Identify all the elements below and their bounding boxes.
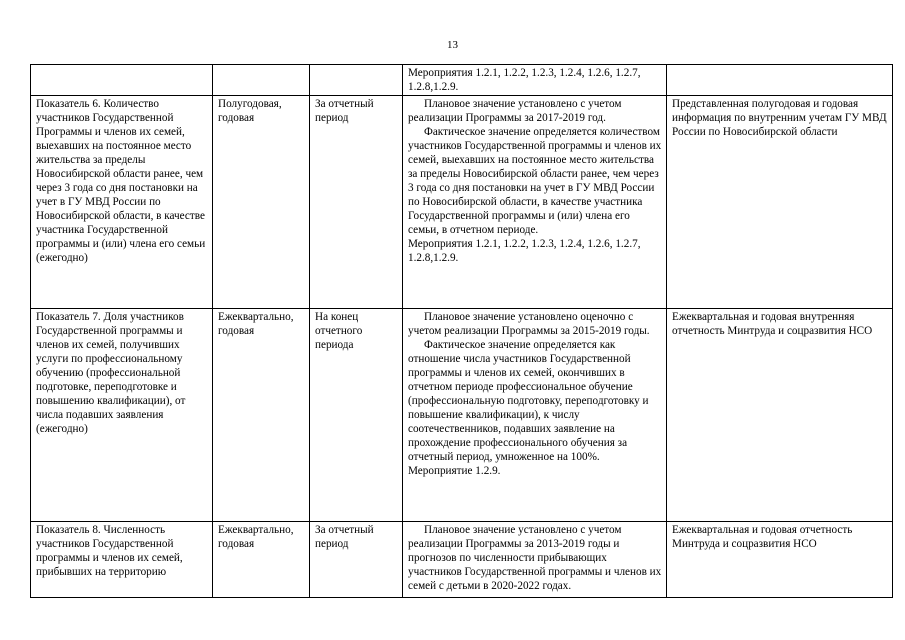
source-cell: Представленная полугодовая и годовая информация по внутренним учетам ГУ МВД России по Новосибирской области	[667, 96, 893, 309]
indicator-cell: Показатель 8. Численность участников Государственной программы и членов их семей, прибывших на территорию	[31, 522, 213, 598]
period-cell	[310, 65, 403, 96]
indicators-table	[30, 64, 893, 598]
page-number: 13	[447, 39, 458, 51]
indicator-cell: Показатель 6. Количество участников Государственной Программы и членов их семей, выехавших на постоянное место жительства за пределы Новосибирской области ранее, чем через 3 года со дня постановки на учет в ГУ МВД России по Новосибирской области, в качестве участника Государственной программы и (или) члена его семьи (ежегодно)	[31, 96, 213, 309]
frequency-cell	[213, 65, 310, 96]
method-cell	[403, 309, 667, 522]
period-cell: За отчетный период	[310, 522, 403, 598]
method-paragraph: Мероприятия 1.2.1, 1.2.2, 1.2.3, 1.2.4, 1.2.6, 1.2.7, 1.2.8,1.2.9.	[408, 238, 641, 264]
source-cell: Ежеквартальная и годовая отчетность Минтруда и соцразвития НСО	[667, 522, 893, 598]
method-paragraph: Плановое значение установлено с учетом реализации Программы за 2017-2019 год.	[408, 98, 622, 124]
indicator-cell: Показатель 7. Доля участников Государственной программы и членов их семей, получивших услуги по профессиональному обучению (профессиональной подготовке, переподготовке и повышению квалификации), от числа подавших заявления (ежегодно)	[31, 309, 213, 522]
table-row	[31, 309, 893, 522]
frequency-cell: Ежеквартально, годовая	[213, 309, 310, 522]
method-paragraph: Плановое значение установлено с учетом реализации Программы за 2013-2019 годы и прогнозов по численности прибывающих участников Государственной программы и членов их семей с детьми в 2020-2022 годах.	[408, 524, 662, 592]
method-paragraph: Плановое значение установлено оценочно с учетом реализации Программы за 2015-2019 годы.	[408, 311, 650, 337]
method-paragraph: Фактическое значение определяется количеством участников Государственной программы и членов их семей, выехавших на постоянное место жительства за пределы Новосибирской области ранее, чем через 3 года со дня постановки на учет в ГУ МВД России по Новосибирской области, в качестве участника Государственной программы и (или) члена его семьи, в отчетном периоде.	[408, 126, 662, 236]
method-paragraph: Фактическое значение определяется как отношение числа участников Государственной программы и членов их семей, окончивших в отчетном периоде профессиональное обучение (профессиональную подготовку, переподготовку и повышение квалификации), к числу соотечественников, подавших заявление на прохождение профессионального обучения за отчетный период, умноженное на 100%.	[408, 339, 649, 463]
method-cell	[403, 522, 667, 598]
table-row	[31, 522, 893, 598]
frequency-cell: Ежеквартально, годовая	[213, 522, 310, 598]
method-cell	[403, 96, 667, 309]
period-cell: На конец отчетного периода	[310, 309, 403, 522]
source-cell: Ежеквартальная и годовая внутренняя отчетность Минтруда и соцразвития НСО	[667, 309, 893, 522]
indicator-cell	[31, 65, 213, 96]
method-cell	[403, 65, 667, 96]
source-cell	[667, 65, 893, 96]
table-row	[31, 96, 893, 309]
method-paragraph: Мероприятия 1.2.1, 1.2.2, 1.2.3, 1.2.4, 1.2.6, 1.2.7, 1.2.8,1.2.9.	[408, 67, 641, 93]
period-cell: За отчетный период	[310, 96, 403, 309]
frequency-cell: Полугодовая, годовая	[213, 96, 310, 309]
method-paragraph: Мероприятие 1.2.9.	[408, 465, 501, 477]
table-row	[31, 65, 893, 96]
